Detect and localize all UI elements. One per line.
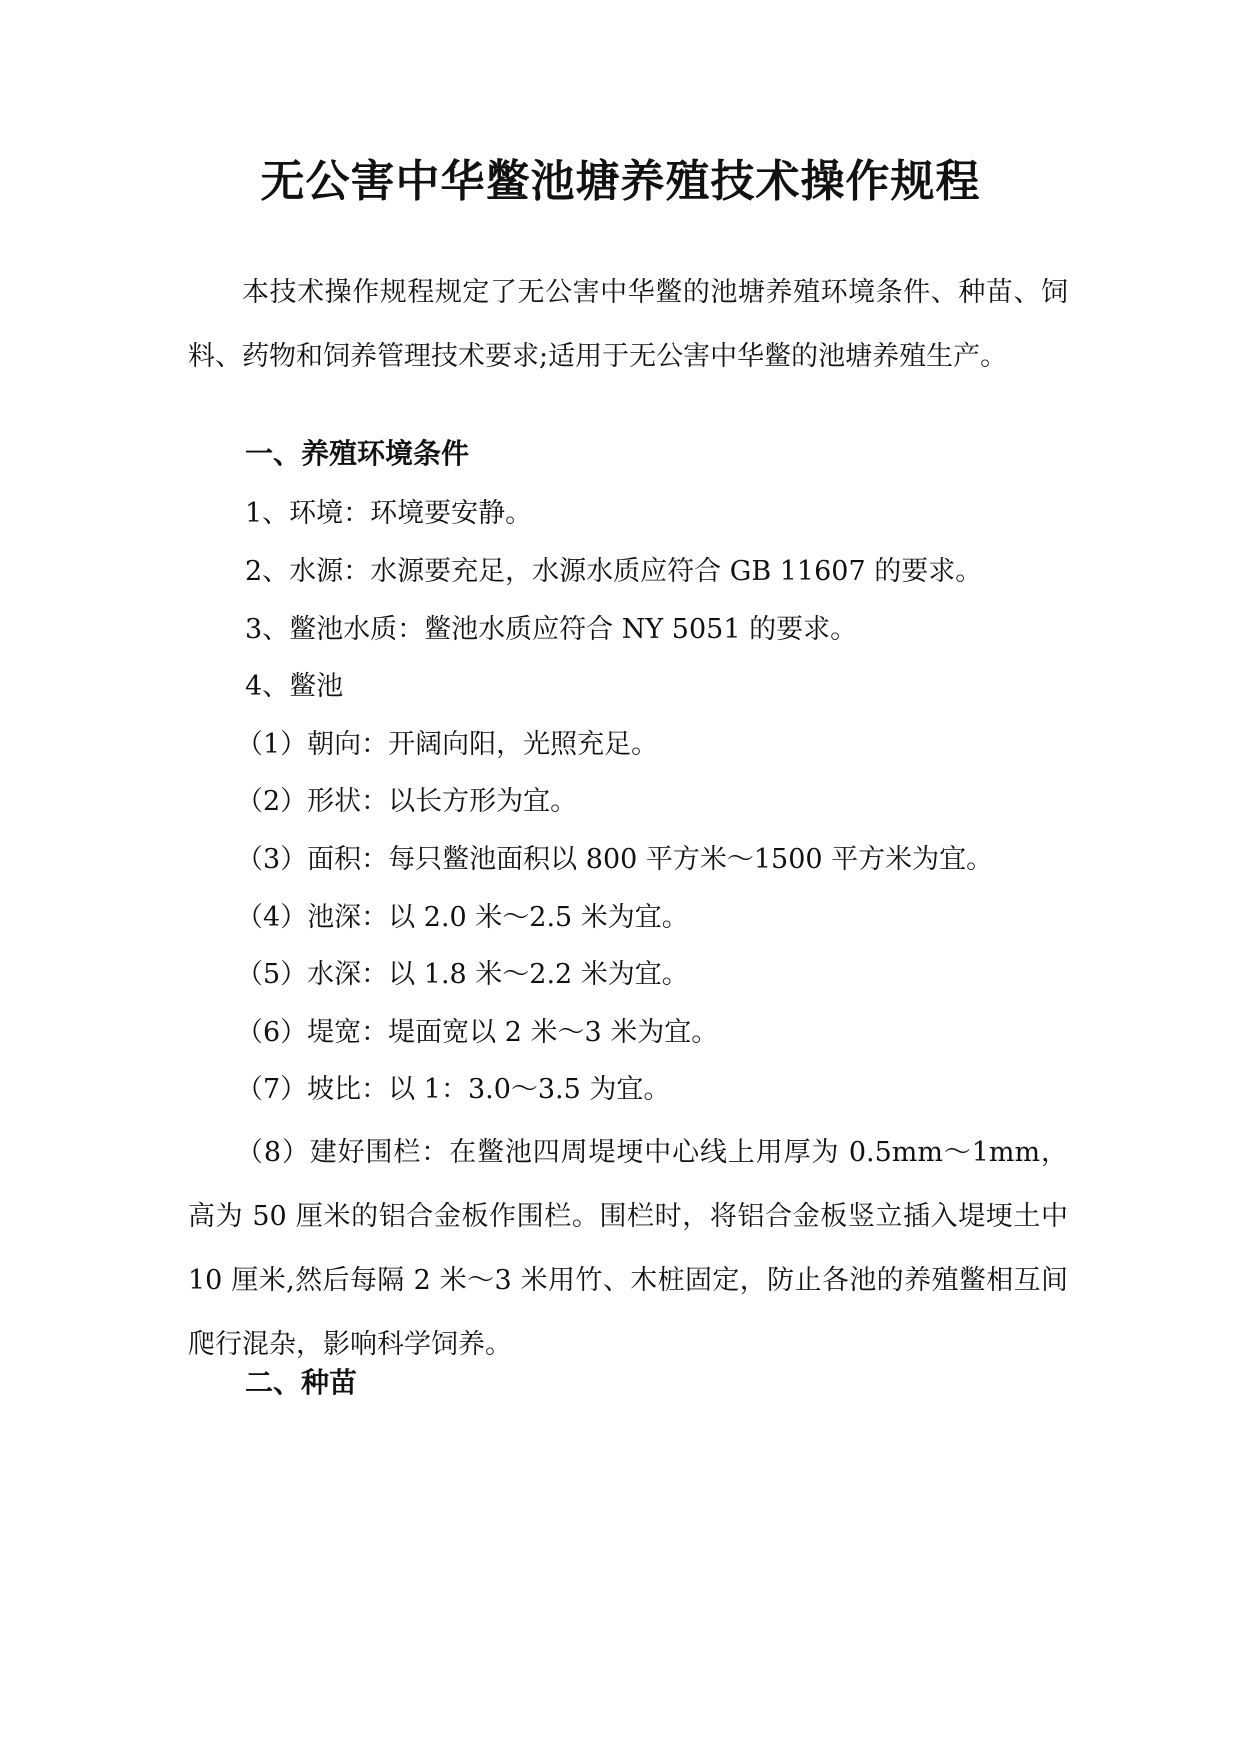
sub-item-area: （3）面积：每只鳖池面积以 800 平方米～1500 平方米为宜。 <box>236 844 994 875</box>
item-water-source: 2、水源：水源要充足，水源水质应符合 GB 11607 的要求。 <box>245 556 983 587</box>
sub-item-shape: （2）形状：以长方形为宜。 <box>236 786 578 817</box>
item-pond-water-quality: 3、鳖池水质：鳖池水质应符合 NY 5051 的要求。 <box>245 614 858 645</box>
intro-paragraph: 本技术操作规程规定了无公害中华鳖的池塘养殖环境条件、种苗、饲料、药物和饲养管理技术要求;适用于无公害中华鳖的池塘养殖生产。 <box>188 277 1068 372</box>
sub-item-slope-ratio: （7）坡比：以 1：3.0～3.5 为宜。 <box>236 1074 671 1105</box>
item-pond: 4、鳖池 <box>245 671 344 702</box>
item-environment: 1、环境：环境要安静。 <box>245 498 533 529</box>
sub-item-fence: （8）建好围栏：在鳖池四周堤埂中心线上用厚为 0.5mm～1mm，高为 50 厘米的铝合金板作围栏。围栏时，将铝合金板竖立插入堤埂土中 10 厘米,然后每隔 2 米～3 米用竹、木桩固定，防止各池的养殖鳖相互间爬行混杂，影响科学饲养。 <box>188 1137 1068 1360</box>
section-heading-environment: 一、养殖环境条件 <box>245 437 470 470</box>
document-title: 无公害中华鳖池塘养殖技术操作规程 <box>260 156 981 207</box>
sub-item-bank-width: （6）堤宽：堤面宽以 2 米～3 米为宜。 <box>236 1017 719 1048</box>
sub-item-pond-depth: （4）池深：以 2.0 米～2.5 米为宜。 <box>236 902 689 933</box>
sub-item-orientation: （1）朝向：开阔向阳，光照充足。 <box>236 729 659 760</box>
sub-item-water-depth: （5）水深：以 1.8 米～2.2 米为宜。 <box>236 959 689 990</box>
section-heading-seedlings: 二、种苗 <box>245 1366 358 1399</box>
